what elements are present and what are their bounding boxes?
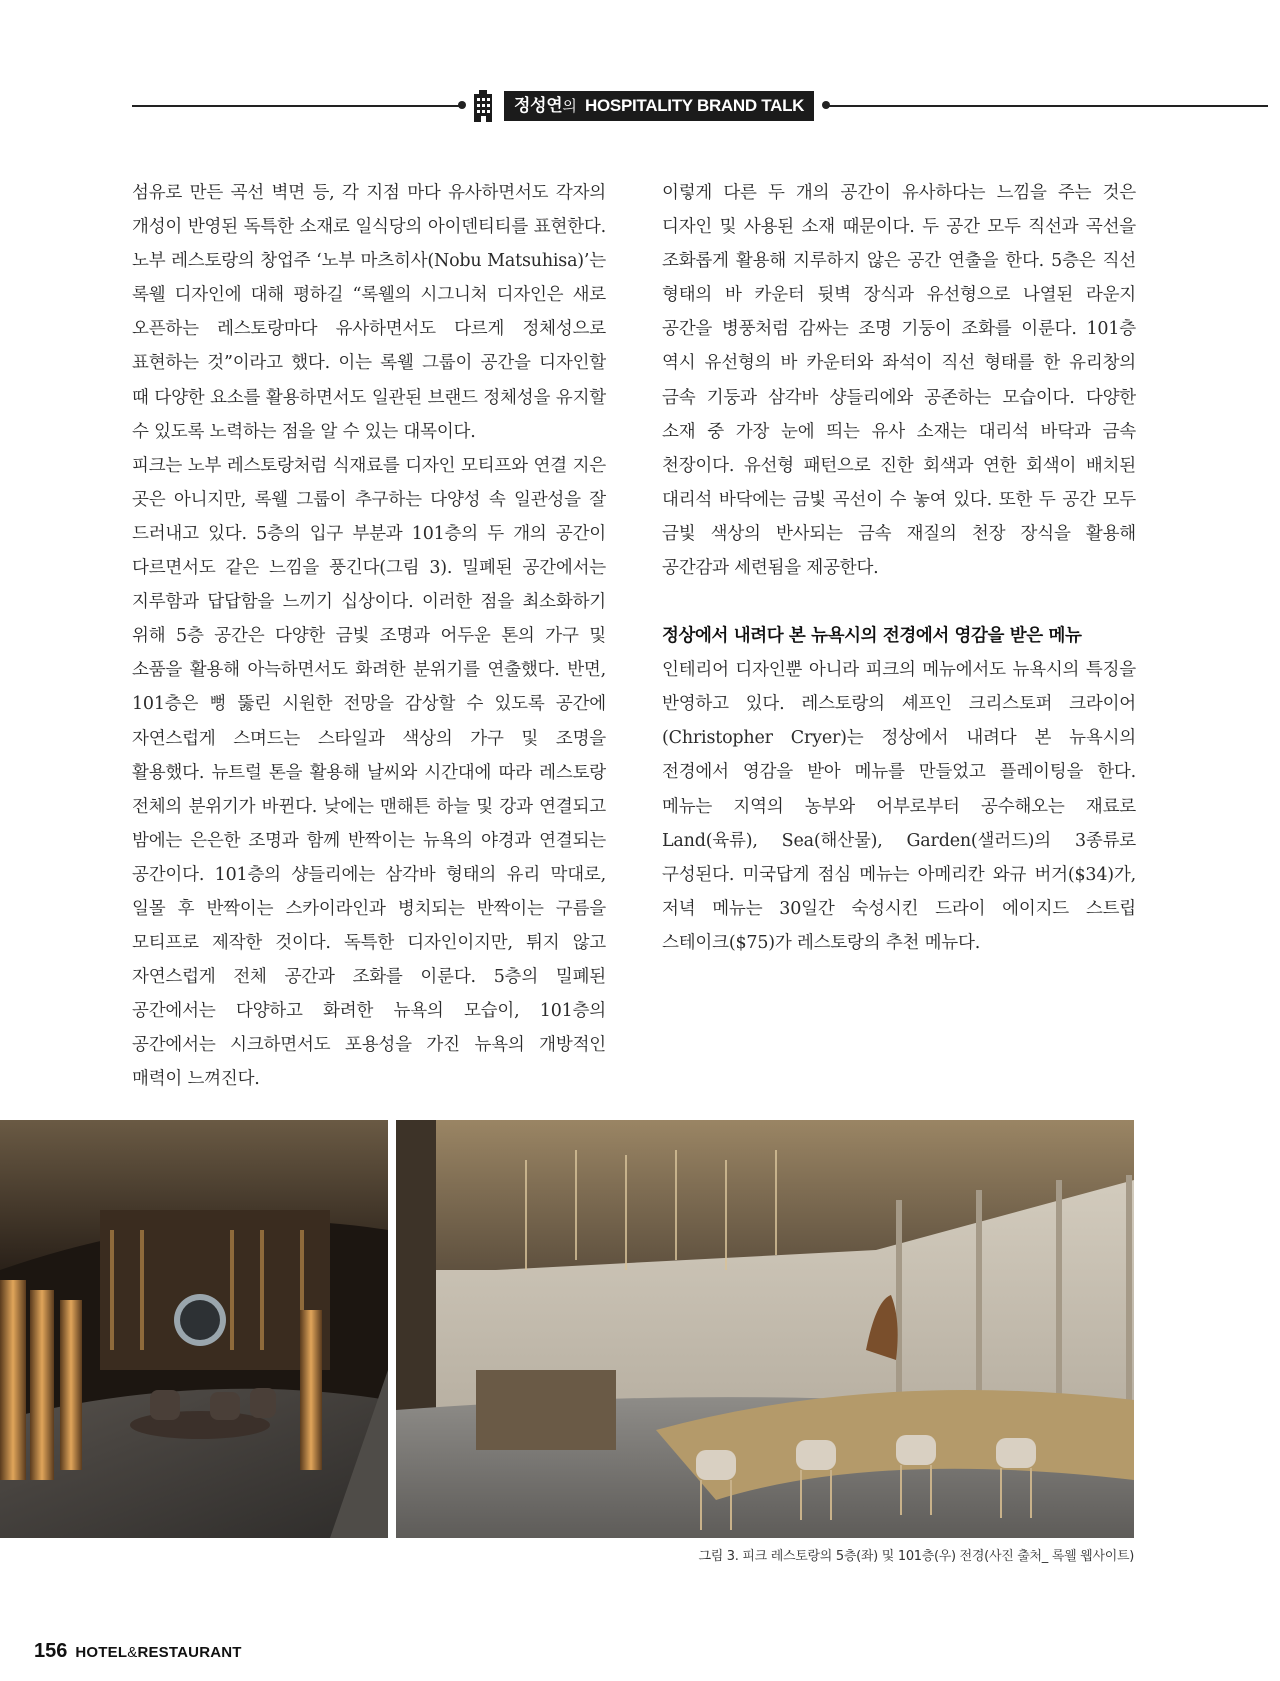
- figure-caption: 그림 3. 피크 레스토랑의 5층(좌) 및 101층(우) 전경(사진 출처_ 록웰 웹사이트): [698, 1549, 1134, 1564]
- magazine-name-part2: RESTAURANT: [137, 1644, 242, 1661]
- section-subheading: 정상에서 내려다 본 뉴욕시의 전경에서 영감을 받은 메뉴: [662, 626, 1082, 647]
- article-column-right: [662, 176, 1136, 960]
- body-paragraph: 섬유로 만든 곡선 벽면 등, 각 지점 마다 유사하면서도 각자의 개성이 반영된 독특한 소재로 일식당의 아이덴티티를 표현한다. 노부 레스토랑의 창업주 ‘노부 마츠히사(Nobu Matsuhisa)’는 록웰 디자인에 대해 평하길 “록웰의 시그니처 디자인은 새로 오픈하는 레스토랑마다 유사하면서도 다르게 정체성으로 표현하는 것”이라고 했다. 이는 록웰 그룹이 공간을 디자인할 때 다양한 요소를 활용하면서도 일관된 브랜드 정체성을 유지할 수 있도록 노력하는 점을 알 수 있는 대목이다.: [132, 183, 606, 442]
- series-title: HOSPITALITY BRAND TALK: [585, 96, 805, 115]
- photo-5th-floor-lounge: [0, 1120, 388, 1538]
- page-footer: [34, 1640, 242, 1663]
- series-label: [504, 91, 814, 121]
- body-paragraph: 피크는 노부 레스토랑처럼 식재료를 디자인 모티프와 연결 지은 곳은 아니지만, 록웰 그룹이 추구하는 다양성 속 일관성을 잘 드러내고 있다. 5층의 입구 부분과 101층의 두 개의 공간이 다르면서도 같은 느낌을 풍긴다(그림 3). 밀폐된 공간에서는 지루함과 답답함을 느끼기 십상이다. 이러한 점을 최소화하기 위해 5층 공간은 다양한 금빛 조명과 어두운 톤의 가구 및 소품을 활용해 아늑하면서도 화려한 분위기를 연출했다. 반면, 101층은 뻥 뚫린 시원한 전망을 감상할 수 있도록 공간에 자연스럽게 스며드는 스타일과 색상의 가구 및 조명을 활용했다. 뉴트럴 톤을 활용해 날씨와 시간대에 따라 레스토랑 전체의 분위기가 바뀐다. 낮에는 맨해튼 하늘 및 강과 연결되고 밤에는 은은한 조명과 함께 반짝이는 뉴욕의 야경과 연결되는 공간이다. 101층의 샹들리에는 삼각바 형태의 유리 막대로, 일몰 후 반짝이는 스카이라인과 병치되는 반짝이는 구름을 모티프로 제작한 것이다. 독특한 디자인이지만, 튀지 않고 자연스럽게 전체 공간과 조화를 이룬다. 5층의 밀폐된 공간에서는 다양하고 화려한 뉴욕의 모습이, 101층의 공간에서는 시크하면서도 포용성을 가진 뉴욕의 개방적인 매력이 느껴진다.: [132, 455, 606, 1090]
- magazine-name-part1: HOTEL: [75, 1644, 128, 1661]
- magazine-name: [75, 1644, 241, 1661]
- body-paragraph: 이렇게 다른 두 개의 공간이 유사하다는 느낌을 주는 것은 디자인 및 사용된 소재 때문이다. 두 공간 모두 직선과 곡선을 조화롭게 활용해 지루하지 않은 공간 연출을 한다. 5층은 직선 형태의 바 카운터 뒷벽 장식과 유선형으로 나열된 라운지 공간을 병풍처럼 감싸는 조명 기둥이 조화를 이룬다. 101층 역시 유선형의 바 카운터와 좌석이 직선 형태를 한 유리창의 금속 기둥과 삼각바 샹들리에와 공존하는 모습이다. 다양한 소재 중 가장 눈에 띄는 유사 소재는 대리석 바닥과 금속 천장이다. 유선형 패턴으로 진한 회색과 연한 회색이 배치된 대리석 바닥에는 금빛 곡선이 수 놓여 있다. 또한 두 공간 모두 금빛 색상의 반사되는 금속 재질의 천장 장식을 활용해 공간감과 세련됨을 제공한다.: [662, 183, 1136, 579]
- header-rule-right: [828, 105, 1268, 107]
- author-name: 정성연: [514, 96, 563, 115]
- header-rule-left: [132, 105, 462, 107]
- body-paragraph: 인테리어 디자인뿐 아니라 피크의 메뉴에서도 뉴욕시의 특징을 반영하고 있다. 레스토랑의 셰프인 크리스토퍼 크라이어(Christopher Cryer)는 정상에서 내려다 본 뉴욕시의 전경에서 영감을 받아 메뉴를 만들었고 플레이팅을 한다. 메뉴는 지역의 농부와 어부로부터 공수해오는 재료로 Land(육류), Sea(해산물), Garden(샐러드)의 3종류로 구성된다. 미국답게 점심 메뉴는 아메리칸 와규 버거($34)가, 저녁 메뉴는 30일간 숙성시킨 드라이 에이지드 스트립 스테이크($75)가 레스토랑의 추천 메뉴다.: [662, 660, 1136, 953]
- author-particle: 의: [562, 98, 577, 115]
- page-number: 156: [34, 1640, 68, 1662]
- building-icon: [470, 90, 496, 122]
- magazine-name-amp: &: [127, 1644, 138, 1661]
- article-column-left: [132, 176, 606, 1097]
- photo-101st-floor-bar: [396, 1120, 1134, 1538]
- header-rule-dot-left: [458, 101, 466, 109]
- column-header: [470, 90, 810, 122]
